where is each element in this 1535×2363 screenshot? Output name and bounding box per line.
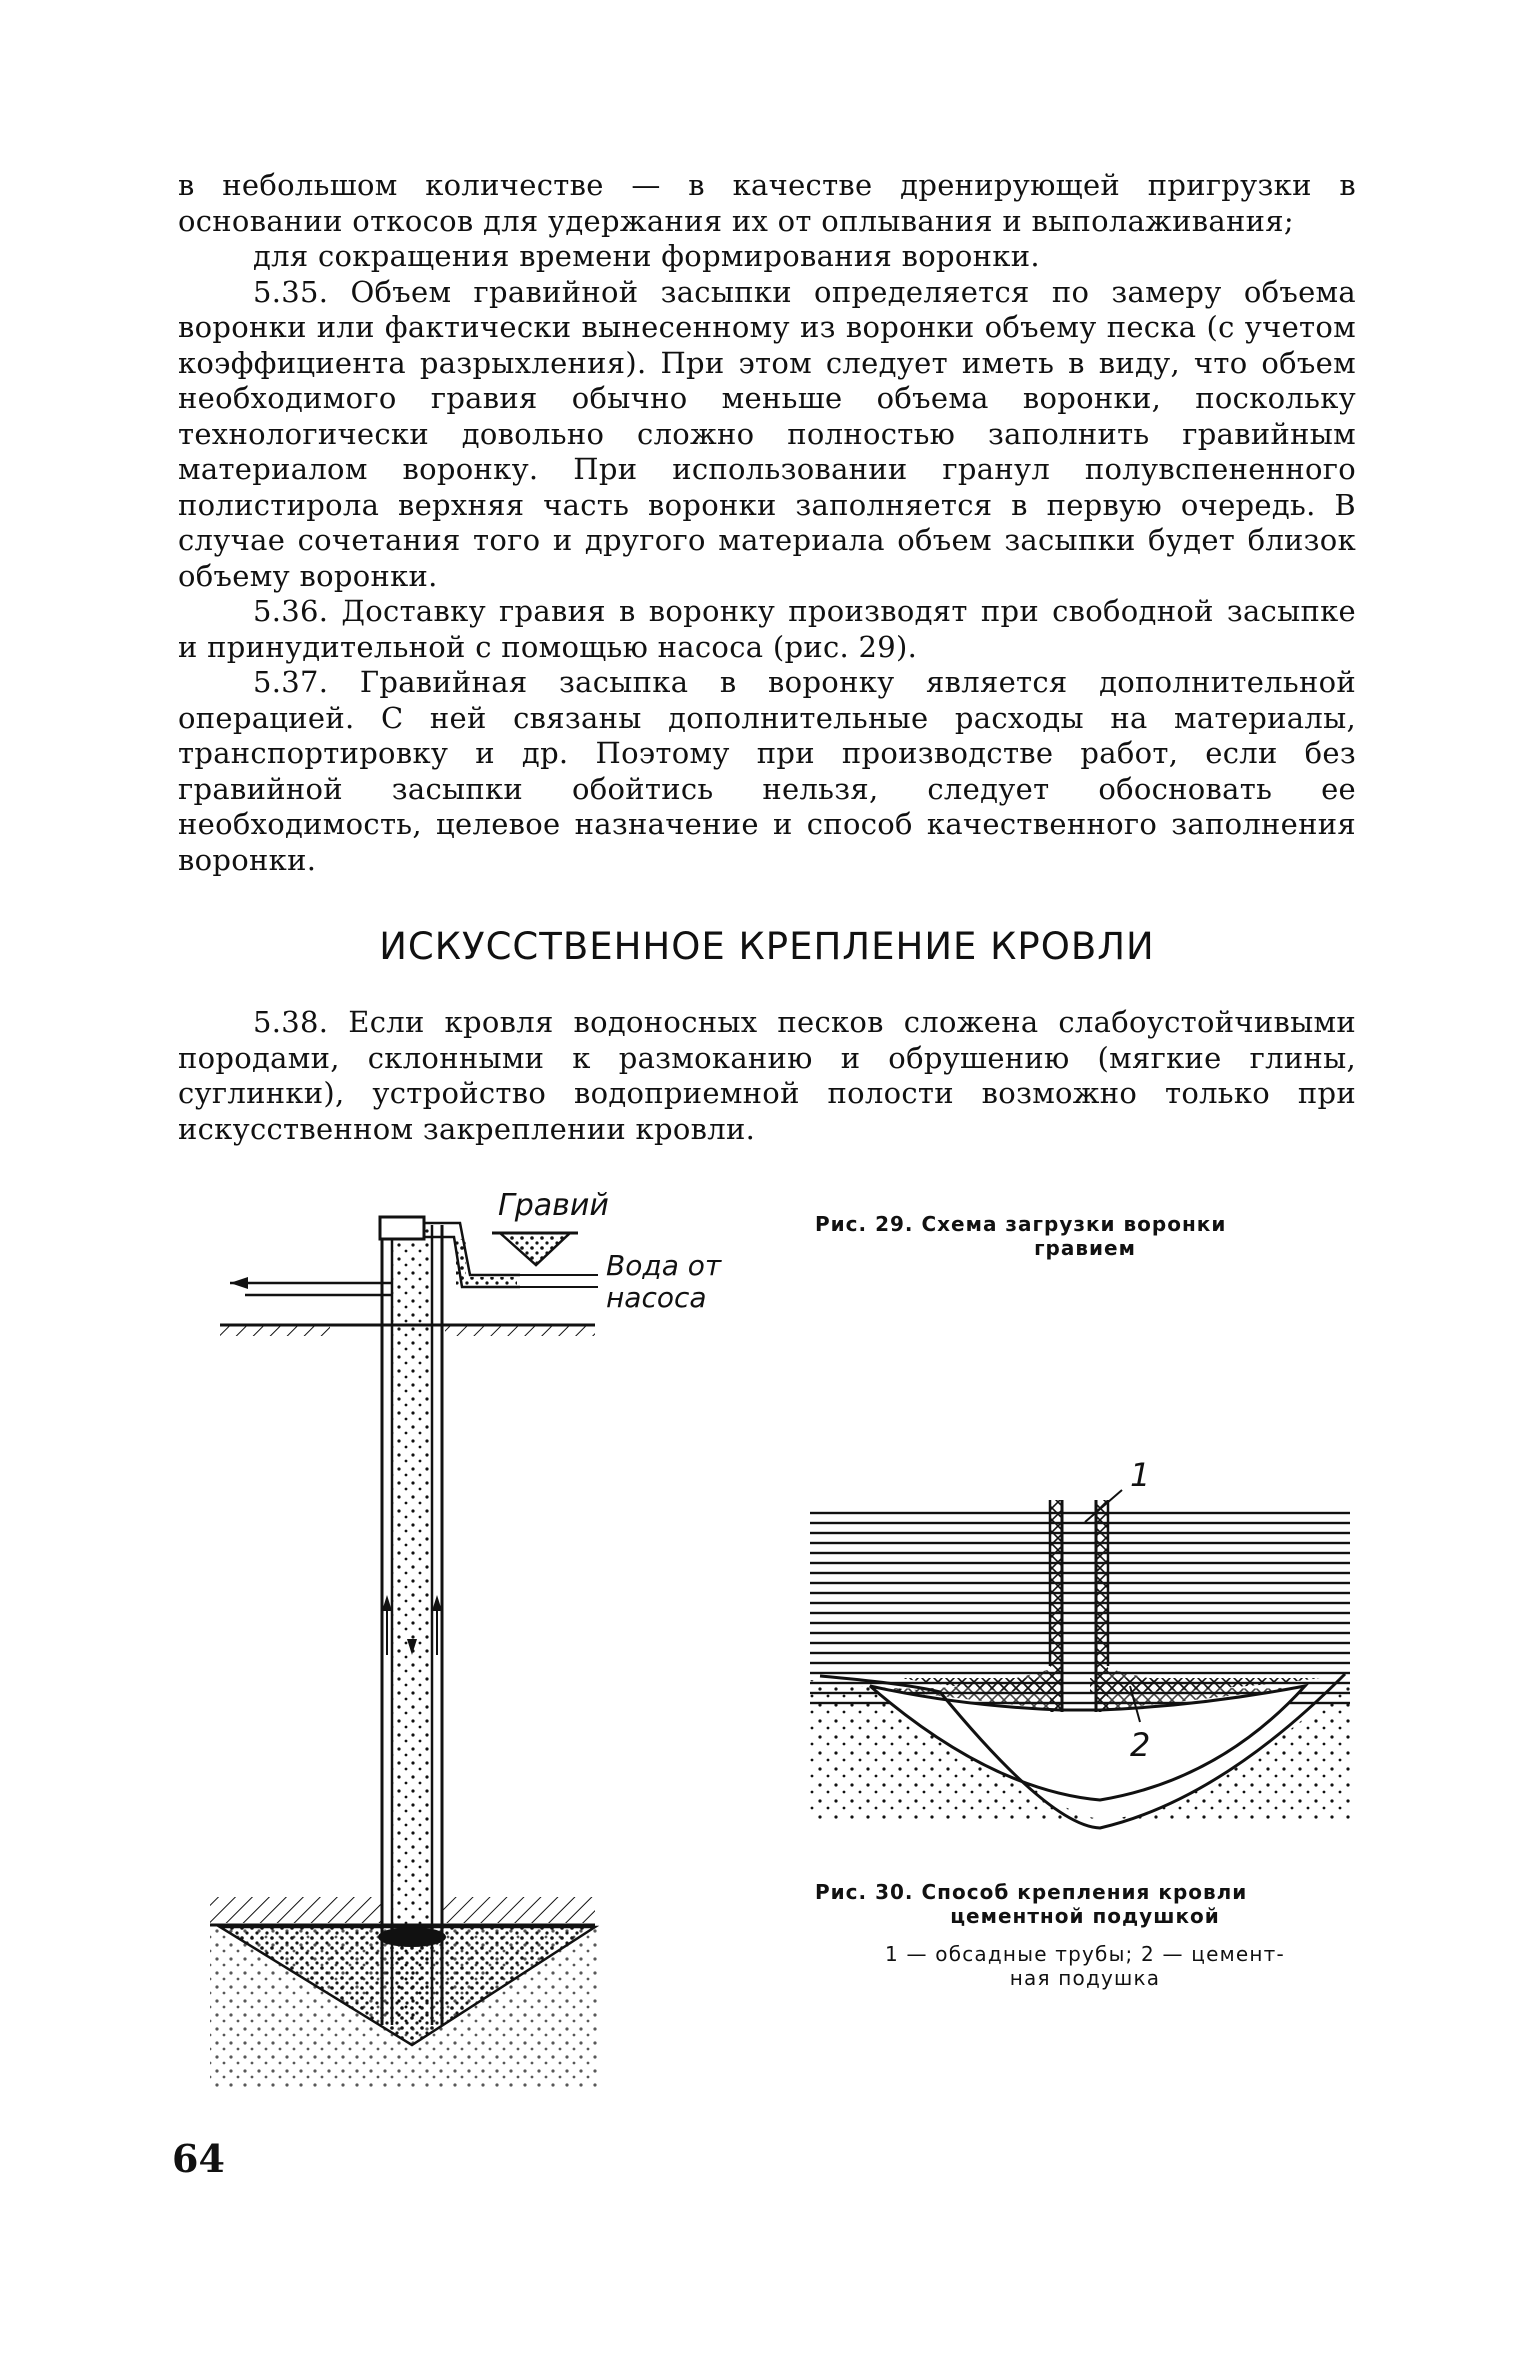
figure-30-caption — [815, 1880, 1355, 1928]
paragraph-gravel-load: в небольшом количестве — в качестве дренирующей пригрузки в основании откосов для удержания их от оплывания и выполаживания; — [178, 168, 1356, 238]
figure-30-label-1: 1 — [1130, 1460, 1151, 1494]
figure-30-diagram — [800, 1460, 1360, 1840]
figure-29-caption-line-1: Рис. 29. Схема загрузки воронки — [815, 1212, 1227, 1236]
figure-30-legend-line-1: 1 — обсадные трубы; 2 — цемент- — [885, 1942, 1285, 1966]
text-block-top — [178, 168, 1356, 878]
figure-30-legend — [805, 1942, 1365, 1990]
figure-29-label-gravel: Гравий — [498, 1188, 609, 1223]
figure-29-label-water-1: Вода от — [606, 1249, 722, 1282]
section-heading: ИСКУССТВЕННОЕ КРЕПЛЕНИЕ КРОВЛИ — [379, 925, 1155, 968]
figure-29-label-water-2: насоса — [606, 1281, 707, 1314]
paragraph-5-37: 5.37. Гравийная засыпка в воронку является дополнительной операцией. С ней связаны дополнительные расходы на материалы, транспортировку и др. Поэтому при производстве работ, если без гравийной засыпки обойтись нельзя, следует обосновать ее необходимость, целевое назначение и способ качественного заполнения воронки. — [178, 665, 1356, 877]
figure-29-diagram — [200, 1185, 760, 2095]
figure-30-label-2: 2 — [1130, 1726, 1151, 1764]
text-block-bottom — [178, 1005, 1356, 1147]
figure-30-legend-line-2: ная подушка — [1009, 1966, 1161, 1990]
paragraph-funnel-time: для сокращения времени формирования воронки. — [253, 239, 1040, 273]
figure-30-caption-line-2: цементной подушкой — [950, 1904, 1220, 1928]
figure-29-caption-line-2: гравием — [1034, 1236, 1136, 1260]
paragraph-5-38: 5.38. Если кровля водоносных песков сложена слабоустойчивыми породами, склонными к размоканию и обрушению (мягкие глины, суглинки), устройство водоприемной полости возможно только при искусственном закреплении кровли. — [178, 1005, 1356, 1146]
figure-29-caption — [815, 1212, 1355, 1260]
page-number: 64 — [172, 2136, 225, 2181]
figure-30-caption-line-1: Рис. 30. Способ крепления кровли — [815, 1880, 1248, 1904]
paragraph-5-35: 5.35. Объем гравийной засыпки определяется по замеру объема воронки или фактически вынесенному из воронки объему песка (с учетом коэффициента разрыхления). При этом следует иметь в виду, что объем необходимого гравия обычно меньше объема воронки, поскольку технологически довольно сложно полностью заполнить гравийным материалом воронку. При использовании гранул полувспененного полистирола верхняя часть воронки заполняется в первую очередь. В случае сочетания того и другого материала объем засыпки будет близок объему воронки. — [178, 274, 1356, 593]
paragraph-5-36: 5.36. Доставку гравия в воронку производят при свободной засыпке и принудительной с помощью насоса (рис. 29). — [178, 594, 1356, 664]
